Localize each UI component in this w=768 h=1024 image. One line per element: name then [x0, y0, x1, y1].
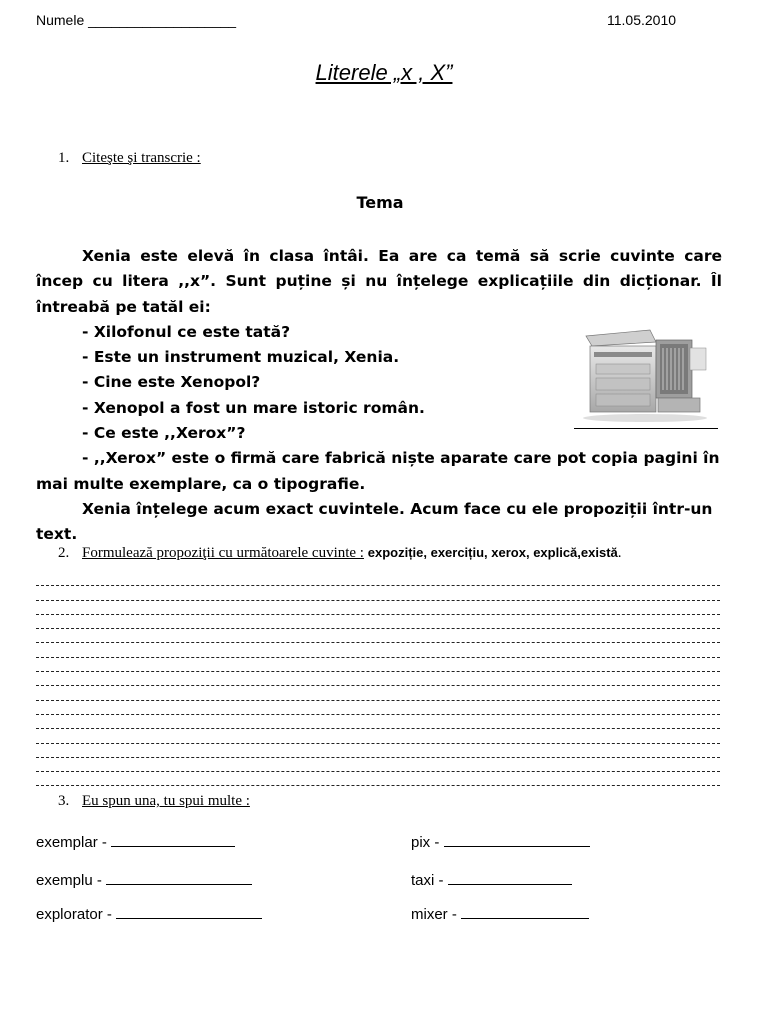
exercise-word: exemplar - — [36, 834, 107, 851]
task-2-heading — [58, 545, 622, 562]
answer-blank[interactable] — [461, 906, 589, 919]
story-closing: Xenia înțelege acum exact cuvintele. Acum face cu ele propoziții într-un text. — [36, 499, 713, 544]
task-instruction: Citeşte şi transcrie : — [82, 150, 201, 166]
dashed-line — [36, 772, 720, 786]
task-number: 1. — [58, 150, 70, 166]
dashed-line — [36, 601, 720, 615]
dashed-line — [36, 572, 720, 586]
writing-lines — [36, 572, 720, 786]
exercise-word: taxi - — [411, 872, 444, 889]
dashed-line — [36, 658, 720, 672]
story-title: Tema — [356, 193, 404, 212]
task-instruction: Formulează propoziţii cu următoarele cuvinte : — [82, 545, 364, 561]
dialog-line: - Cine este Xenopol? — [82, 373, 261, 392]
answer-blank[interactable] — [448, 872, 572, 885]
exercise-word: pix - — [411, 834, 440, 851]
exercise-item — [36, 872, 252, 889]
dashed-line — [36, 715, 720, 729]
dashed-line — [36, 586, 720, 600]
exercise-item — [411, 906, 589, 923]
dialog-line: - Xenopol a fost un mare istoric român. — [82, 398, 425, 417]
dashed-line — [36, 643, 720, 657]
dialog-line: - Ce este ,,Xerox”? — [82, 424, 246, 443]
exercise-word: mixer - — [411, 906, 457, 923]
dashed-line — [36, 672, 720, 686]
date: 11.05.2010 — [607, 12, 677, 28]
dialog-line: - Xilofonul ce este tată? — [82, 322, 291, 341]
dashed-line — [36, 701, 720, 715]
word-list: expoziție, exercițiu, xerox, explică,există — [367, 545, 618, 560]
answer-blank[interactable] — [116, 906, 262, 919]
task-number: 3. — [58, 793, 70, 809]
dashed-line — [36, 758, 720, 772]
dashed-line — [36, 744, 720, 758]
task-3-heading — [58, 793, 250, 810]
period: . — [617, 545, 622, 561]
exercise-item — [36, 906, 262, 923]
exercise-word: explorator - — [36, 906, 112, 923]
caption-blank-line — [574, 428, 718, 429]
exercise-word: exemplu - — [36, 872, 102, 889]
dialog-line: - Este un instrument muzical, Xenia. — [82, 348, 400, 367]
exercise-item — [36, 834, 235, 851]
task-instruction: Eu spun una, tu spui multe : — [82, 793, 250, 809]
page-title: Literele „x , X” — [315, 60, 453, 85]
answer-blank[interactable] — [444, 834, 590, 847]
task-1-heading — [58, 150, 201, 167]
answer-blank[interactable] — [106, 872, 252, 885]
dashed-line — [36, 686, 720, 700]
dashed-line — [36, 615, 720, 629]
answer-blank[interactable] — [111, 834, 235, 847]
dialog-line: - ,,Xerox” este o firmă care fabrică niște aparate care pot copia pagini în mai multe exemplare, ca o tipografie. — [36, 449, 720, 493]
story-intro: Xenia este elevă în clasa întâi. Ea are ca temă să scrie cuvinte care încep cu litera ,,x”. Sunt puține și nu înțelege explicațiile din dicționar. Îl întreabă pe tatăl ei: — [36, 247, 722, 316]
exercise-item — [411, 872, 572, 889]
task-number: 2. — [58, 545, 70, 561]
dashed-line — [36, 629, 720, 643]
dashed-line — [36, 729, 720, 743]
name-field-label: Numele ___________________ — [36, 12, 237, 28]
exercise-item — [411, 834, 590, 851]
photocopier-icon — [578, 322, 712, 422]
